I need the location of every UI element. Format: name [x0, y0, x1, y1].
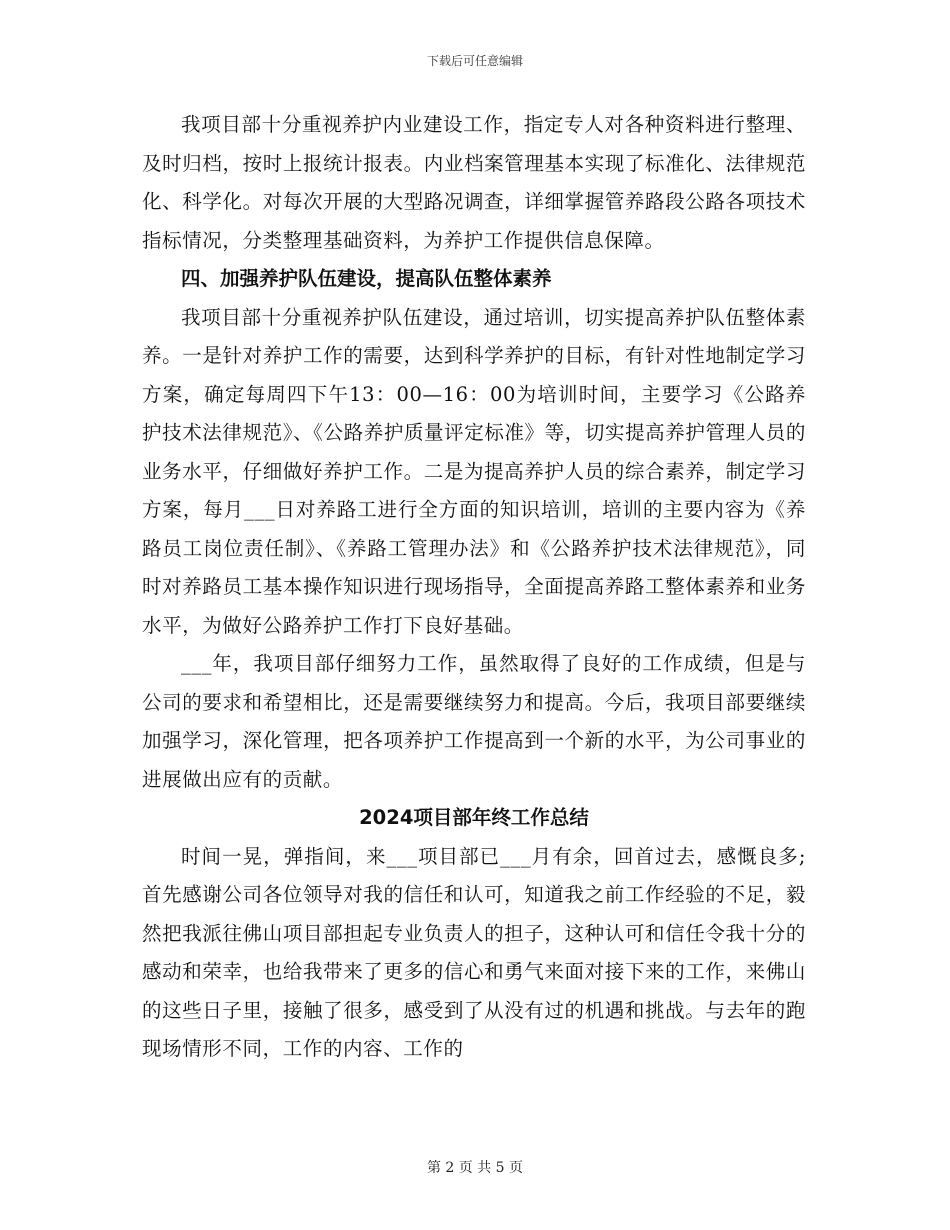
section-heading: 四、加强养护队伍建设，提高队伍整体素养 — [181, 267, 552, 290]
document-body — [142, 106, 806, 1069]
page-number: 第 2 页 共 5 页 — [426, 1160, 524, 1176]
paragraph: 时间一晃，弹指间，来___项目部已___月有余，回首过去，感慨良多;首先感谢公司各位领导对我的信任和认可，知道我之前工作经验的不足，毅然把我派往佛山项目部担起专业负责人的担子，这种认可和信任令我十分的感动和荣幸，也给我带来了更多的信心和勇气来面对接下来的工作，来佛山的这些日子里，接触了很多，感受到了从没有过的机遇和挑战。与去年的跑现场情形不同，工作的内容、工作的 — [142, 844, 806, 1060]
paragraph: ___年，我项目部仔细努力工作，虽然取得了良好的工作成绩，但是与公司的要求和希望相比，还是需要继续努力和提高。今后，我项目部要继续加强学习，深化管理，把各项养护工作提高到一个新的水平，为公司事业的进展做出应有的贡献。 — [142, 652, 806, 791]
document-title: 2024项目部年终工作总结 — [359, 806, 589, 829]
page-header: 下载后可任意编辑 — [426, 54, 523, 68]
paragraph: 我项目部十分重视养护内业建设工作，指定专人对各种资料进行整理、及时归档，按时上报统计报表。内业档案管理基本实现了标准化、法律规范化、科学化。对每次开展的大型路况调查，详细掌握管养路段公路各项技术指标情况，分类整理基础资料，为养护工作提供信息保障。 — [142, 113, 806, 252]
paragraph: 我项目部十分重视养护队伍建设，通过培训，切实提高养护队伍整体素养。一是针对养护工作的需要，达到科学养护的目标，有针对性地制定学习方案，确定每周四下午13：00—16：00为培训时间，主要学习《公路养护技术法律规范》、《公路养护质量评定标准》等，切实提高养护管理人员的业务水平，仔细做好养护工作。二是为提高养护人员的综合素养，制定学习方案，每月___日对养路工进行全方面的知识培训，培训的主要内容为《养路员工岗位责任制》、《养路工管理办法》和《公路养护技术法律规范》，同时对养路员工基本操作知识进行现场指导，全面提高养路工整体素养和业务水平，为做好公路养护工作打下良好基础。 — [142, 305, 806, 637]
